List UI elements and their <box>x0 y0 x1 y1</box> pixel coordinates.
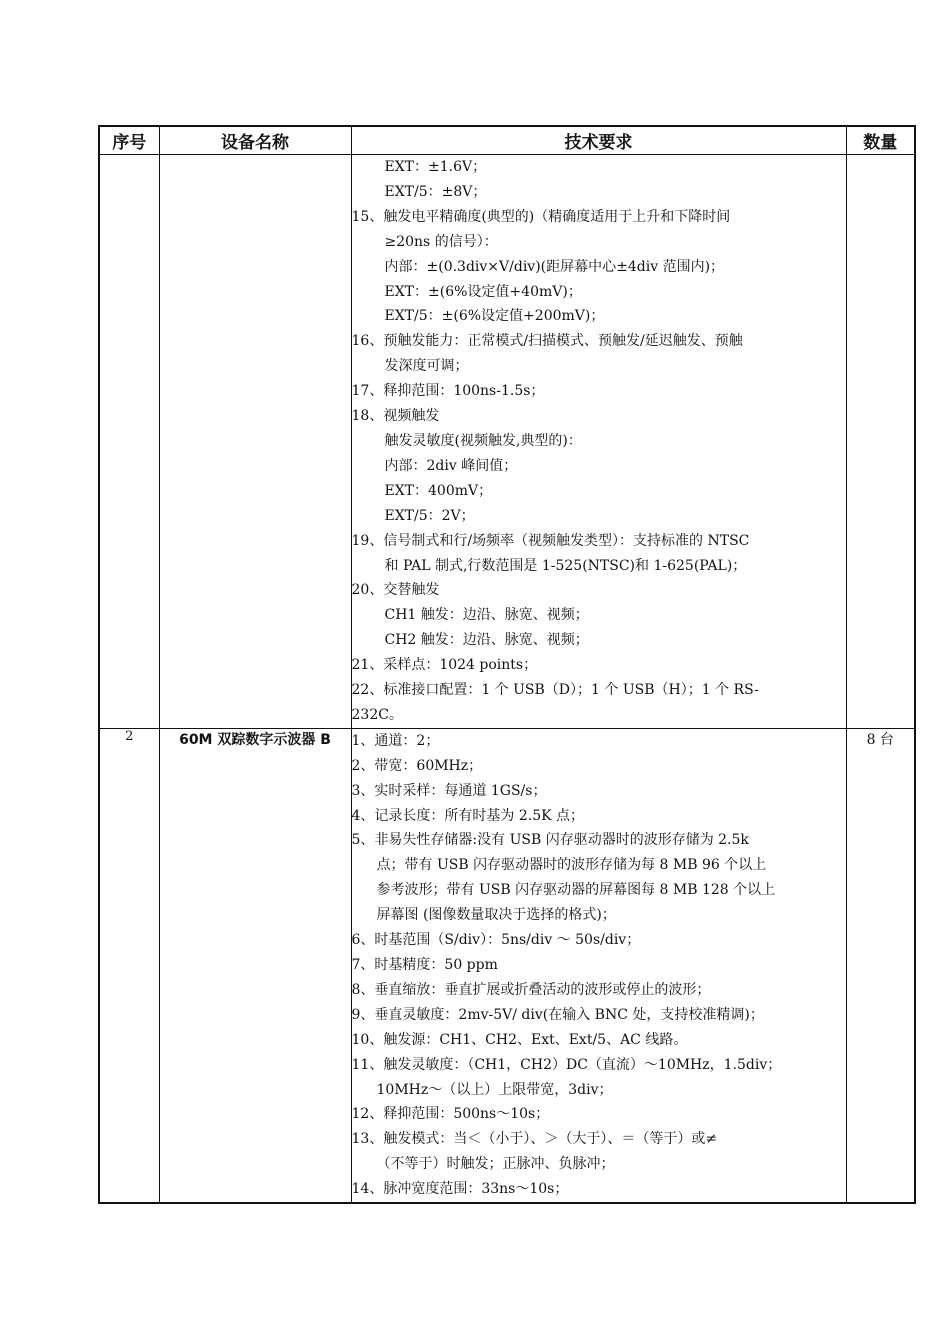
requirement-line: 2、带宽：60MHz； <box>351 757 483 774</box>
requirement-line: 20、交替触发 <box>351 582 440 599</box>
row-device-name: 60M 双踪数字示波器 B <box>159 728 351 1203</box>
row-quantity: 8 台 <box>846 728 915 1203</box>
requirement-line: 17、释抑范围：100ns-1.5s； <box>351 383 545 400</box>
requirement-line: 12、释抑范围：500ns～10s； <box>351 1106 550 1123</box>
requirement-line: CH2 触发：边沿、脉宽、视频； <box>384 632 589 649</box>
requirement-line: EXT/5：±(6%设定值+200mV)； <box>384 308 605 325</box>
requirement-line: 232C。 <box>351 706 403 723</box>
spec-table <box>98 125 916 1204</box>
requirement-line: 内部：±(0.3div×V/div)(距屏幕中心±4div 范围内)； <box>384 258 725 275</box>
requirement-line: 参考波形；带有 USB 闪存驱动器的屏幕图每 8 MB 128 个以上 <box>376 882 776 899</box>
requirement-line: 21、采样点：1024 points； <box>351 657 538 674</box>
header-index: 序号 <box>99 126 159 155</box>
requirement-line: 9、垂直灵敏度：2mv-5V/ div(在输入 BNC 处，支持校准精调)； <box>351 1006 764 1023</box>
requirement-line: 点；带有 USB 闪存驱动器时的波形存储为每 8 MB 96 个以上 <box>376 857 767 874</box>
requirement-line: EXT：±(6%设定值+40mV)； <box>384 283 582 300</box>
requirement-line: 5、非易失性存储器:没有 USB 闪存驱动器时的波形存储为 2.5k <box>351 832 749 849</box>
requirement-line: 7、时基精度：50 ppm <box>351 957 498 973</box>
header-row <box>99 126 915 155</box>
requirement-line: ≥20ns 的信号）： <box>384 233 498 250</box>
row-quantity <box>846 155 915 729</box>
row-device-name <box>159 155 351 729</box>
header-quantity: 数量 <box>846 126 915 155</box>
requirement-line: 触发灵敏度(视频触发,典型的)： <box>384 432 582 449</box>
row-index: 2 <box>99 728 159 1203</box>
requirement-line: 18、视频触发 <box>351 408 440 425</box>
requirement-line: 1、通道：2； <box>351 732 440 749</box>
requirement-line: EXT：400mV； <box>384 482 493 499</box>
requirement-line: EXT/5：2V； <box>384 507 475 524</box>
row-index <box>99 155 159 729</box>
requirement-line: 3、实时采样：每通道 1GS/s； <box>351 782 547 799</box>
table-row <box>99 728 915 1203</box>
requirement-line: （不等于）时触发；正脉冲、负脉冲； <box>376 1156 615 1173</box>
table-row <box>99 155 915 729</box>
requirement-line: 10、触发源：CH1、CH2、Ext、Ext/5、AC 线路。 <box>351 1031 688 1048</box>
requirement-lines <box>352 155 846 728</box>
requirement-line: 和 PAL 制式,行数范围是 1-525(NTSC)和 1-625(PAL)； <box>384 557 747 574</box>
requirement-line: 10MHz～（以上）上限带宽，3div； <box>376 1081 613 1098</box>
requirement-line: 11、触发灵敏度：（CH1，CH2）DC（直流）～10MHz，1.5div； <box>351 1056 782 1073</box>
row-requirements <box>351 155 846 729</box>
requirement-line: 4、记录长度：所有时基为 2.5K 点； <box>351 807 585 824</box>
requirement-line: 内部：2div 峰间值； <box>384 457 518 474</box>
requirement-line: 6、时基范围（S/div）：5ns/div ～ 50s/div； <box>351 932 641 949</box>
requirement-lines <box>352 729 846 1202</box>
requirement-line: 13、触发模式：当＜（小于）、＞（大于）、＝（等于）或≠ <box>351 1131 718 1148</box>
requirement-line: 19、信号制式和行/场频率（视频触发类型）：支持标准的 NTSC <box>351 532 750 549</box>
row-requirements <box>351 728 846 1203</box>
requirement-line: CH1 触发：边沿、脉宽、视频； <box>384 607 589 624</box>
requirement-line: 15、触发电平精确度(典型的)（精确度适用于上升和下降时间 <box>351 208 731 225</box>
requirement-line: 16、预触发能力：正常模式/扫描模式、预触发/延迟触发、预触 <box>351 333 743 350</box>
requirement-line: 发深度可调； <box>384 358 469 375</box>
requirement-line: EXT：±1.6V； <box>384 159 487 175</box>
requirement-line: 屏幕图 (图像数量取决于选择的格式)； <box>376 907 616 924</box>
requirement-line: EXT/5：±8V； <box>384 183 487 200</box>
header-requirements: 技术要求 <box>351 126 846 155</box>
header-device-name: 设备名称 <box>159 126 351 155</box>
requirement-line: 14、脉冲宽度范围：33ns～10s； <box>351 1181 569 1198</box>
requirement-line: 22、标准接口配置：1 个 USB（D）；1 个 USB（H）；1 个 RS- <box>351 682 759 699</box>
requirement-line: 8、垂直缩放：垂直扩展或折叠活动的波形或停止的波形； <box>351 981 711 998</box>
